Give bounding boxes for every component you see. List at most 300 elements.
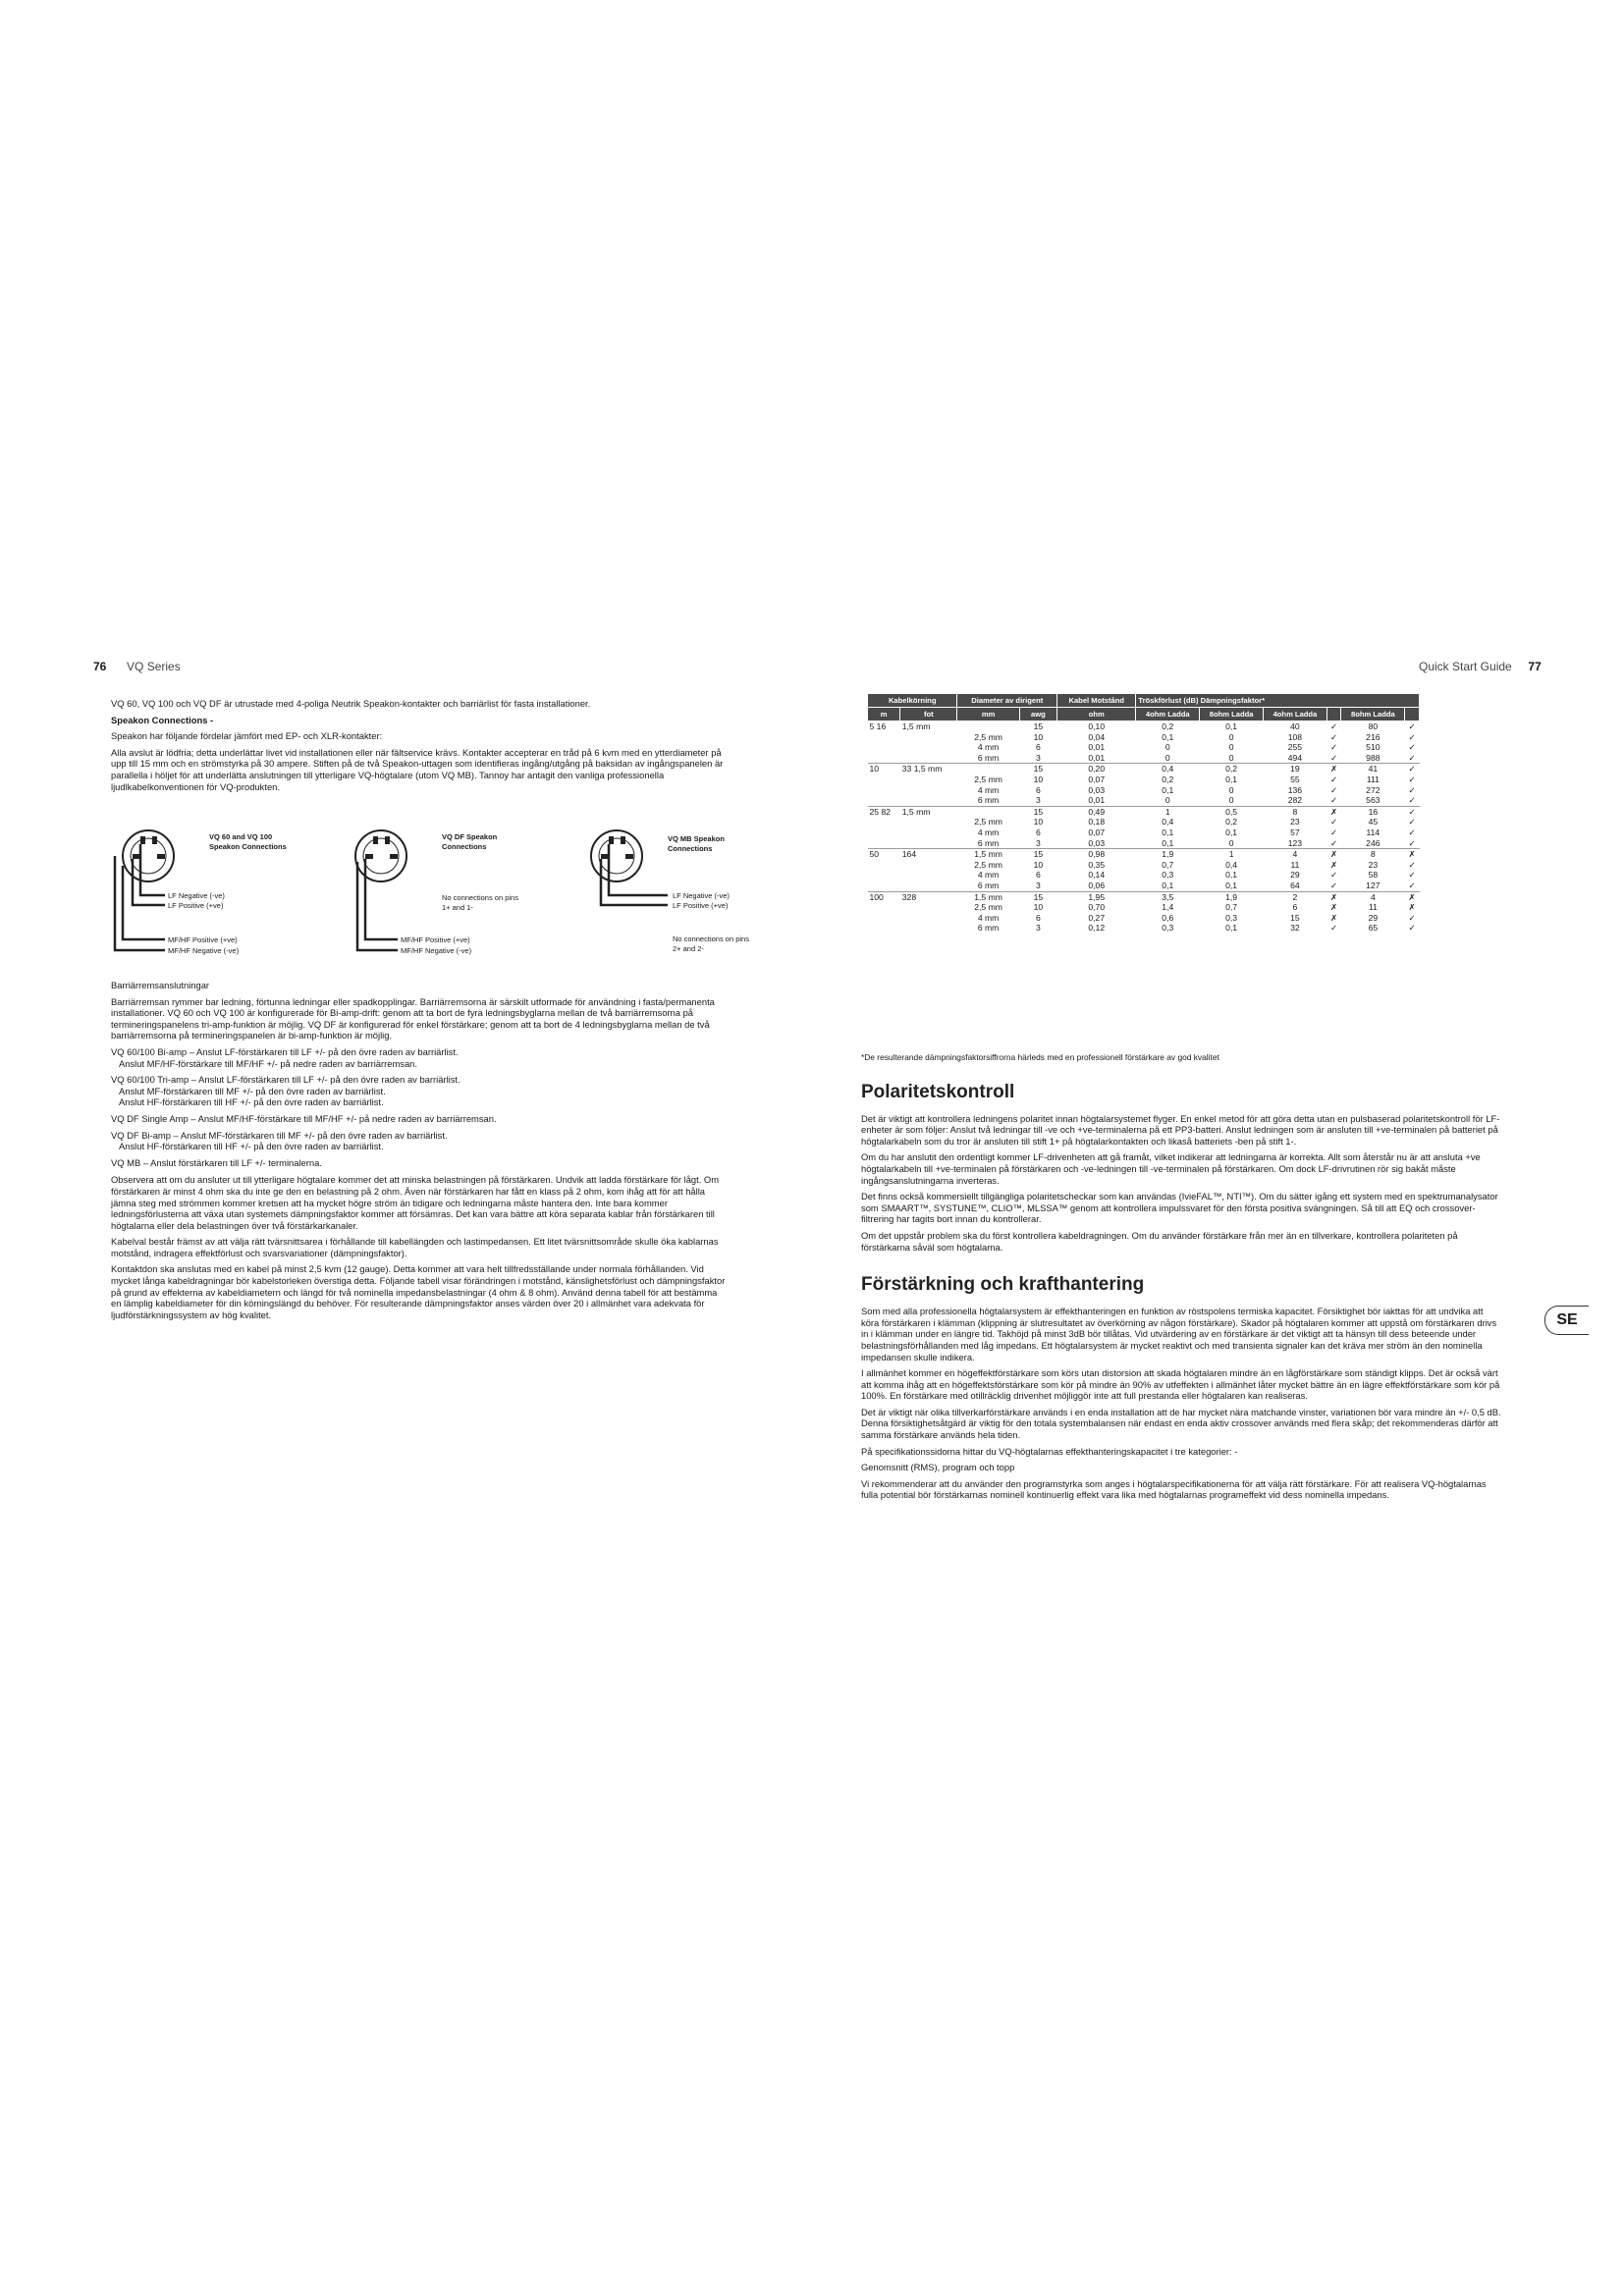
cell-fot — [900, 795, 957, 806]
cell-check-4ohm: ✓ — [1330, 752, 1338, 763]
amp-paragraph-5: Genomsnitt (RMS), program och topp — [861, 1462, 1015, 1473]
cell-ohm: 0,03 — [1088, 837, 1106, 848]
table-row — [868, 753, 1420, 764]
cell-df-4ohm: 15 — [1290, 912, 1300, 923]
diagram-3-title-1: VQ MB Speakon — [668, 834, 725, 843]
table-row — [868, 774, 1420, 785]
diagram-3-label-4: 2+ and 2- — [673, 944, 704, 953]
cell-df-4ohm: 32 — [1290, 923, 1300, 934]
table-row — [868, 860, 1420, 871]
cell-df-4ohm: 108 — [1287, 731, 1303, 742]
intro-paragraph: VQ 60, VQ 100 och VQ DF är utrustade med 4-poliga Neutrik Speakon-kontakter och barriärlist för fasta installationer. — [111, 698, 591, 709]
cell-check-8ohm: ✓ — [1408, 923, 1416, 934]
cell-df-4ohm: 2 — [1264, 891, 1327, 902]
cable-loss-table — [867, 693, 1420, 934]
table-row — [868, 721, 1420, 732]
cell-fot — [900, 913, 957, 924]
cell-m — [868, 881, 900, 891]
cell-loss-4ohm: 0,3 — [1162, 923, 1174, 934]
speakon-diagram-vq-df — [344, 827, 540, 960]
cell-loss-4ohm: 0,6 — [1162, 912, 1174, 923]
cell-mm: 6 mm — [977, 795, 1000, 806]
cell-df-8ohm: 16 — [1341, 806, 1405, 817]
right-column — [861, 1052, 1501, 1506]
cell-check-8ohm: ✓ — [1408, 742, 1416, 753]
cell-awg: 15 — [1019, 764, 1056, 774]
mode-line: VQ MB – Anslut förstärkaren till LF +/- terminalerna. — [111, 1156, 322, 1168]
cell-ohm: 0,10 — [1057, 721, 1136, 732]
amp-paragraph-2: I allmänhet kommer en högeffektförstärkare som körs utan distorsion att skada högtalaren mindre än en lågförstärkare som ständigt klipps. Det är också värt att komma ihåg att en högeffektsförstärkare som kör på mindre än 90% av utfeffekten i allmänhet låter mycket bättre än en lägre effektförstärkare som kör på 100%. En förstärkare med otillräcklig drivenhet möjliggör inte att full prestanda eller högtalaren kan realiseras. — [861, 1367, 1500, 1402]
cell-check-4ohm: ✓ — [1326, 721, 1341, 732]
cell-awg: 15 — [1019, 849, 1056, 860]
cell-ohm: 0,98 — [1057, 849, 1136, 860]
cell-awg: 10 — [1033, 859, 1044, 870]
cell-check-8ohm: ✓ — [1408, 870, 1416, 881]
cell-check-8ohm: ✓ — [1408, 912, 1416, 923]
table-row — [868, 838, 1420, 849]
table-group-10m — [868, 764, 1420, 806]
cell-check-4ohm: ✓ — [1330, 731, 1338, 742]
cell-mm: 2,5 mm — [974, 902, 1002, 913]
cell-df-8ohm: 988 — [1366, 752, 1380, 763]
speakon-diagram-vq60-vq100 — [111, 827, 307, 960]
cell-mm: 4 mm — [977, 912, 1000, 923]
cell-mm: 1,5 mm — [957, 849, 1019, 860]
cell-awg: 6 — [1036, 870, 1041, 881]
cell-check-4ohm: ✗ — [1330, 912, 1338, 923]
kabelval-paragraph: Kabelval består främst av att välja rätt tvärsnittsarea i förhållande till kabellängden och lastimpedansen. Ett litet tvärsnittsområde skulle öka kablarnas motstånd, indragera effektförlust och svarsvariationer (dämpningsfaktor). — [111, 1236, 719, 1258]
cell-ohm: 0,03 — [1088, 784, 1106, 795]
cell-loss-8ohm: 0,1 — [1225, 774, 1238, 784]
cell-fot — [900, 742, 957, 753]
cell-awg: 3 — [1036, 880, 1041, 890]
cell-check-4ohm: ✗ — [1326, 891, 1341, 902]
barrier-paragraph: Barriärremsan rymmer bar ledning, förtunna ledningar eller spadkopplingar. Barriärremsorna är särskilt utformade för användning i fasta/permanenta installationer. VQ 60 och VQ 100 är konfigurerade för Bi-amp-drift: genom att ta bort de fyra ledningsbyglarna mellan de två barriärremsorna på termineringspanelens tri-amp-funktion är möjlig. VQ DF är konfigurerad för enkel förstärkare; genom att ta bort de 4 ledningsbyglarna mellan de två barriärremsorna på termineringspanelen är bi-amp-funktion är möjlig. — [111, 995, 715, 1041]
cell-loss-4ohm: 0,2 — [1162, 774, 1174, 784]
cell-fot — [900, 838, 957, 849]
table-group-100m — [868, 891, 1420, 934]
th-awg: awg — [1019, 708, 1056, 721]
barrier-heading: Barriärremsanslutningar — [111, 980, 210, 990]
cell-df-8ohm: 80 — [1341, 721, 1405, 732]
cell-m — [868, 774, 900, 785]
diagram-2-title-2: Connections — [442, 842, 487, 851]
right-page-header — [1419, 660, 1542, 673]
cell-check-4ohm: ✓ — [1330, 870, 1338, 881]
cell-ohm: 0,20 — [1057, 764, 1136, 774]
cell-loss-8ohm: 0,1 — [1225, 923, 1238, 934]
cell-mm — [957, 721, 1019, 732]
right-guide-label: Quick Start Guide — [1419, 660, 1512, 673]
language-badge: SE — [1544, 1306, 1589, 1335]
diagram-3-label-2: LF Positive (+ve) — [673, 901, 729, 910]
cell-df-8ohm: 41 — [1341, 764, 1405, 774]
cell-df-8ohm: 563 — [1366, 795, 1380, 806]
cell-loss-8ohm: 0 — [1228, 784, 1234, 795]
cell-df-4ohm: 55 — [1290, 774, 1300, 784]
cell-df-4ohm: 136 — [1287, 784, 1303, 795]
cell-awg: 6 — [1036, 742, 1041, 753]
cell-check-8ohm: ✓ — [1408, 817, 1416, 828]
cell-df-8ohm: 111 — [1366, 774, 1380, 784]
cell-df-8ohm: 11 — [1368, 902, 1378, 913]
cell-check-8ohm: ✗ — [1405, 891, 1420, 902]
th-4ohm-a: 4ohm Ladda — [1136, 708, 1200, 721]
diagram-2-label-3: MF/HF Positive (+ve) — [401, 935, 470, 944]
cell-awg: 10 — [1033, 731, 1044, 742]
cell-ohm: 0,70 — [1088, 902, 1106, 913]
mode-line: Anslut MF-förstärkaren till MF +/- på den övre raden av barriärlist. — [119, 1085, 386, 1096]
cell-m: 25 82 — [868, 806, 900, 817]
cell-df-8ohm: 246 — [1366, 837, 1380, 848]
cell-check-8ohm: ✓ — [1408, 774, 1416, 784]
cell-ohm: 0,01 — [1088, 742, 1106, 753]
cell-check-4ohm: ✗ — [1326, 806, 1341, 817]
th-ohm: ohm — [1057, 708, 1136, 721]
observera-paragraph: Observera att om du ansluter ut till ytterligare högtalare kommer det att minska belastningen på förstärkaren. Undvik att ladda förstärkare för lågt. Om förstärkaren är minst 4 ohm ska du inte ge den en belastning på 2 ohm. Även när förstärkaren har fått en klass på 2 ohm, kom ihåg att för att hålla jämna steg med strömmen kommer kretsen att ha mycket högre ström än tidigare och ledningarna måste hantera den. Inte bara kommer ledningsförlusterna att växa utan systemets dämpningsfaktor kommer att försämras. Det kan vara bättre att köra separata kablar från förstärkaren till högtalarna eller dela belastningen över två förstärkarkanaler. — [111, 1174, 720, 1231]
th-8ohm-b: 8ohm Ladda — [1341, 708, 1405, 721]
cell-loss-4ohm: 0,1 — [1162, 731, 1174, 742]
cell-awg: 6 — [1036, 912, 1041, 923]
cell-df-4ohm: 4 — [1264, 849, 1327, 860]
polarity-paragraph-4: Om det uppstår problem ska du först kontrollera kabeldragningen. Om du använder förstärkare från mer än en tillverkare, kontrollera polariteten på förstärkarna såväl som högtalarna. — [861, 1229, 1458, 1253]
cell-loss-8ohm: 0,3 — [1225, 912, 1238, 923]
table-row — [868, 742, 1420, 753]
cell-df-4ohm: 255 — [1287, 742, 1303, 753]
diagram-2-title-1: VQ DF Speakon — [442, 832, 498, 841]
cell-loss-8ohm: 0 — [1228, 752, 1234, 763]
cell-df-4ohm: 494 — [1287, 752, 1303, 763]
cell-loss-4ohm: 0,1 — [1162, 827, 1174, 837]
cell-m — [868, 785, 900, 796]
left-page-number: 76 — [93, 660, 107, 673]
table-row — [868, 870, 1420, 881]
cell-m — [868, 838, 900, 849]
table-group-25m — [868, 806, 1420, 848]
cell-check-4ohm: ✓ — [1330, 795, 1338, 806]
cell-loss-8ohm: 0 — [1228, 837, 1234, 848]
cell-awg: 3 — [1036, 752, 1041, 763]
cell-loss-4ohm: 1,9 — [1136, 849, 1200, 860]
mode-line: Anslut HF-förstärkaren till HF +/- på den övre raden av barriärlist. — [119, 1096, 384, 1108]
diagram-3-label-3: No connections on pins — [673, 934, 749, 943]
cell-mm: 2,5 mm — [974, 731, 1002, 742]
th-m: m — [868, 708, 900, 721]
cell-fot — [900, 923, 957, 934]
cell-loss-4ohm: 0 — [1164, 795, 1170, 806]
cell-loss-4ohm: 0,4 — [1162, 817, 1174, 828]
cell-check-8ohm: ✓ — [1408, 795, 1416, 806]
amp-paragraph-4: På specifikationssidorna hittar du VQ-högtalarnas effekthanteringskapacitet i tre kategorier: - — [861, 1445, 1238, 1457]
diagram-2-label-1: No connections on pins — [442, 893, 518, 902]
cell-ohm: 0,35 — [1088, 859, 1106, 870]
cell-fot: 328 — [900, 891, 957, 902]
cell-awg: 3 — [1036, 795, 1041, 806]
cell-loss-8ohm: 0,1 — [1225, 880, 1238, 890]
cell-mm: 4 mm — [977, 827, 1000, 837]
th-mm: mm — [957, 708, 1019, 721]
amp-paragraph-3: Det är viktigt när olika tillverkarförstärkare används i en enda installation att de har mycket nära matchande vinster, variationen bör vara mindre än +/- 0,5 dB. Denna försiktighetsåtgärd är viktig för den totala systembalansen när endast en enda aktiv crossover används med flera skåp; det rekommenderas därför att samma förstärkare används hela tiden. — [861, 1406, 1501, 1441]
cell-df-4ohm: 123 — [1287, 837, 1303, 848]
amp-heading: Förstärkning och krafthantering — [861, 1274, 1145, 1296]
mode-line: VQ DF Single Amp – Anslut MF/HF-förstärkare till MF/HF +/- på nedre raden av barriärremsan. — [111, 1112, 497, 1124]
speakon-diagram-vq-mb — [579, 827, 776, 960]
mode-vq60-100-biamp — [111, 1046, 730, 1069]
table-row — [868, 902, 1420, 913]
th-4ohm-b: 4ohm Ladda — [1264, 708, 1327, 721]
cell-df-4ohm: 11 — [1290, 859, 1300, 870]
cell-df-4ohm: 64 — [1290, 880, 1300, 890]
cell-check-8ohm: ✓ — [1408, 827, 1416, 837]
th-truncated: Tröskförlust (dB) Dämpningsfaktor* — [1136, 694, 1420, 708]
cell-check-4ohm: ✗ — [1330, 859, 1338, 870]
cell-df-4ohm: 23 — [1290, 817, 1300, 828]
th-8ohm-a: 8ohm Ladda — [1200, 708, 1264, 721]
amp-paragraph-1: Som med alla professionella högtalarsystem är effekthanteringen en funktion av röstspolens termiska kapacitet. Försiktighet bör iakttas för att undvika att köra förstärkaren i klämman (klippning är slutresultatet av överkörning av någon förstärkare). Skador på högtalaren kommer att uppstå om förstärkaren drivs in i klämman under en längre tid. Takhöjd på minst 3dB bör tillåtas. Vid utvärdering av en förstärkare är det viktigt att ta hänsyn till dess beteende under belastningsförhållanden med låg impedans. Ett högtalarsystem är mycket reaktivt och med transienta signaler kan det kräva mer ström än den nominella impedansen skulle indikera. — [861, 1306, 1497, 1362]
cell-loss-8ohm: 0 — [1228, 731, 1234, 742]
cell-ohm: 0,27 — [1088, 912, 1106, 923]
cell-loss-8ohm: 0,2 — [1225, 817, 1238, 828]
cell-m — [868, 753, 900, 764]
table-row — [868, 785, 1420, 796]
mode-vq60-100-triamp — [111, 1074, 730, 1108]
table-row — [868, 795, 1420, 806]
cell-m: 50 — [868, 849, 900, 860]
cell-loss-4ohm: 0,3 — [1162, 870, 1174, 881]
table-row — [868, 923, 1420, 934]
cell-loss-8ohm: 0,1 — [1225, 827, 1238, 837]
cell-loss-4ohm: 0,1 — [1162, 784, 1174, 795]
cell-check-4ohm: ✓ — [1330, 784, 1338, 795]
cell-ohm: 0,04 — [1088, 731, 1106, 742]
cell-fot — [900, 753, 957, 764]
cell-m: 5 16 — [868, 721, 900, 732]
cell-df-8ohm: 127 — [1366, 880, 1380, 890]
cell-mm — [957, 764, 1019, 774]
table-group-5m — [868, 721, 1420, 764]
cell-check-4ohm: ✗ — [1330, 902, 1338, 913]
cell-fot — [900, 774, 957, 785]
cell-loss-4ohm: 1 — [1136, 806, 1200, 817]
cell-awg: 10 — [1033, 774, 1044, 784]
cell-mm: 2,5 mm — [974, 859, 1002, 870]
cell-m — [868, 828, 900, 838]
right-page-number: 77 — [1528, 660, 1542, 673]
cell-fot — [900, 870, 957, 881]
cell-mm: 6 mm — [977, 752, 1000, 763]
polarity-paragraph-1: Det är viktigt att kontrollera ledningens polaritet innan högtalarsystemet flyger. En enkel metod för att göra detta utan en pulsbaserad polaritetskontroll för LF-enheter är som följer: Anslut två ledningar till -ve och +ve-terminalerna på ett PP3-batteri. Anslut ledningen som är ansluten till +ve-terminalen på batteriet på högtalarkabeln som du tror är ansluten till stift 1+ på högtalarkontakten och likaså batteriets -ben på stift 1-. — [861, 1112, 1500, 1147]
cell-ohm: 0,49 — [1057, 806, 1136, 817]
table-row — [868, 881, 1420, 891]
diagram-1-label-4: MF/HF Negative (-ve) — [168, 946, 240, 955]
diagram-1-label-2: LF Positive (+ve) — [168, 901, 224, 910]
cell-df-4ohm: 40 — [1264, 721, 1327, 732]
cell-check-8ohm: ✓ — [1405, 764, 1420, 774]
cell-fot — [900, 881, 957, 891]
cell-fot — [900, 785, 957, 796]
polarity-paragraph-3: Det finns också kommersiellt tillgängliga polaritetscheckar som kan användas (IvieFAL™, NTI™). Om du sätter igång ett system med en spektrumanalysator som SMAART™, SYSTUNE™, CLIO™, MLSSA™ genom att kontrollera impulssvaret för den första positiva svängningen. Så till att EQ och crossover-filtrering har tagits bort innan du kontrollerar. — [861, 1191, 1498, 1225]
diagram-1-title-1: VQ 60 and VQ 100 — [209, 832, 273, 841]
cell-df-4ohm: 19 — [1264, 764, 1327, 774]
cell-df-8ohm: 114 — [1366, 827, 1380, 837]
mode-line: Anslut HF-förstärkaren till HF +/- på den övre raden av barriärlist. — [119, 1141, 384, 1152]
cell-m — [868, 742, 900, 753]
cell-df-8ohm: 58 — [1368, 870, 1379, 881]
cell-mm: 6 mm — [977, 923, 1000, 934]
cell-check-8ohm: ✓ — [1408, 859, 1416, 870]
cell-mm — [957, 806, 1019, 817]
cell-ohm: 0,07 — [1088, 774, 1106, 784]
mode-line: VQ DF Bi-amp – Anslut MF-förstärkaren till MF +/- på den övre raden av barriärlist. — [111, 1129, 448, 1141]
th-blank — [1405, 708, 1420, 721]
mode-vq-df-biamp — [111, 1130, 730, 1152]
cell-loss-4ohm: 0,1 — [1162, 880, 1174, 890]
cell-m — [868, 860, 900, 871]
cell-loss-8ohm: 0,4 — [1225, 859, 1238, 870]
speakon-paragraph-1: Speakon har följande fördelar jämfört med EP- och XLR-kontakter: — [111, 730, 383, 742]
left-series-label: VQ Series — [127, 660, 181, 673]
table-row — [868, 732, 1420, 743]
cell-m — [868, 902, 900, 913]
cell-loss-4ohm: 0,2 — [1136, 721, 1200, 732]
cell-awg: 3 — [1036, 923, 1041, 934]
cell-loss-4ohm: 1,4 — [1162, 902, 1174, 913]
cell-loss-8ohm: 0,1 — [1200, 721, 1264, 732]
cell-mm: 6 mm — [977, 880, 1000, 890]
cell-fot: 1,5 mm — [900, 806, 957, 817]
cell-ohm: 0,06 — [1088, 880, 1106, 890]
left-column-bottom — [111, 980, 730, 1325]
cell-check-8ohm: ✓ — [1408, 731, 1416, 742]
cell-loss-8ohm: 0,2 — [1200, 764, 1264, 774]
table-footnote: *De resulterande dämpningsfaktorsiffrorna härleds med en professionell förstärkare av god kvalitet — [861, 1052, 1219, 1062]
table-row — [868, 817, 1420, 828]
cell-fot — [900, 902, 957, 913]
cell-df-8ohm: 29 — [1368, 912, 1379, 923]
table-row — [868, 764, 1420, 774]
polarity-heading: Polaritetskontroll — [861, 1081, 1015, 1102]
cell-check-8ohm: ✓ — [1408, 837, 1416, 848]
cell-m: 100 — [868, 891, 900, 902]
cell-awg: 6 — [1036, 827, 1041, 837]
cell-df-8ohm: 8 — [1341, 849, 1405, 860]
cell-ohm: 1,95 — [1057, 891, 1136, 902]
cell-awg: 3 — [1036, 837, 1041, 848]
th-fot: fot — [900, 708, 957, 721]
cell-check-4ohm: ✓ — [1330, 827, 1338, 837]
cell-awg: 15 — [1019, 721, 1056, 732]
diagram-2-label-4: MF/HF Negative (-ve) — [401, 946, 472, 955]
cell-check-4ohm: ✓ — [1330, 774, 1338, 784]
cell-df-4ohm: 57 — [1290, 827, 1300, 837]
cell-awg: 10 — [1033, 902, 1044, 913]
cell-check-8ohm: ✓ — [1405, 806, 1420, 817]
cell-loss-8ohm: 1,9 — [1200, 891, 1264, 902]
cell-m — [868, 817, 900, 828]
cell-awg: 15 — [1019, 891, 1056, 902]
cell-m — [868, 795, 900, 806]
table-row — [868, 806, 1420, 817]
cell-mm: 2,5 mm — [974, 817, 1002, 828]
cell-check-8ohm: ✓ — [1408, 784, 1416, 795]
mode-line: Anslut MF/HF-förstärkare till MF/HF +/- på nedre raden av barriärremsan. — [119, 1057, 417, 1069]
cell-df-4ohm: 29 — [1290, 870, 1300, 881]
table-row — [868, 891, 1420, 902]
cell-loss-8ohm: 0,5 — [1200, 806, 1264, 817]
cell-m — [868, 913, 900, 924]
diagram-3-title-2: Connections — [668, 844, 713, 853]
cell-mm: 4 mm — [977, 870, 1000, 881]
cell-check-4ohm: ✓ — [1330, 817, 1338, 828]
cell-ohm: 0,12 — [1088, 923, 1106, 934]
left-column-top — [111, 698, 730, 797]
cell-check-8ohm: ✓ — [1408, 880, 1416, 890]
cell-m — [868, 732, 900, 743]
mode-line: VQ 60/100 Tri-amp – Anslut LF-förstärkaren till LF +/- på den övre raden av barriärlist. — [111, 1074, 460, 1086]
th-kabelkorning: Kabelkörning — [868, 694, 957, 708]
cell-df-8ohm: 65 — [1368, 923, 1379, 934]
diagram-2-label-2: 1+ and 1- — [442, 903, 473, 912]
cell-check-4ohm: ✓ — [1330, 837, 1338, 848]
kontaktdon-paragraph: Kontaktdon ska anslutas med en kabel på minst 2,5 kvm (12 gauge). Detta kommer att vara helt tillfredsställande under normala förhållanden. Vid mycket långa kabeldragningar bör kabelstorleken överstiga detta. Följande tabell visar förändringen i motstånd, känslighetsförlust och dämpningsfaktor på grund av effekterna av kabeldiametern och längd för två nominella impedansbelastningar (4 ohm & 8 ohm). Använd denna tabell för att bestämma en lämplig kabeldiameter för din körningslängd du behöver. För resulterande dämpningsfaktor anses värden över 20 i allmänhet vara adekvata för ljudförstärkningssystem av hög kvalitet. — [111, 1263, 726, 1320]
cell-m — [868, 870, 900, 881]
table-row — [868, 849, 1420, 860]
speakon-heading: Speakon Connections - — [111, 714, 214, 725]
cell-awg: 15 — [1019, 806, 1056, 817]
mode-vq-df-single-amp — [111, 1113, 730, 1125]
cell-check-4ohm: ✓ — [1330, 880, 1338, 890]
cell-df-4ohm: 8 — [1264, 806, 1327, 817]
diagram-1-title-2: Speakon Connections — [209, 842, 287, 851]
cell-mm: 4 mm — [977, 742, 1000, 753]
amp-paragraph-6: Vi rekommenderar att du använder den programstyrka som anges i högtalarspecifikationerna för att välja rätt förstärkare. För att realisera VQ-högtalarnas fulla potential bör förstärkarnas nominell kontinuerlig effekt vara lika med högtalarnas programeffekt vid dess nominella impedans. — [861, 1477, 1487, 1501]
cell-loss-8ohm: 1 — [1200, 849, 1264, 860]
cell-loss-4ohm: 0 — [1164, 752, 1170, 763]
cell-fot: 1,5 mm — [900, 721, 957, 732]
cell-mm: 1,5 mm — [957, 891, 1019, 902]
cell-df-8ohm: 4 — [1341, 891, 1405, 902]
cell-check-4ohm: ✗ — [1326, 764, 1341, 774]
cell-loss-8ohm: 0 — [1228, 795, 1234, 806]
cell-check-8ohm: ✓ — [1405, 721, 1420, 732]
cell-m — [868, 923, 900, 934]
mode-line: VQ 60/100 Bi-amp – Anslut LF-förstärkaren till LF +/- på den övre raden av barriärlist. — [111, 1045, 459, 1057]
cell-loss-4ohm: 0 — [1164, 742, 1170, 753]
cell-check-4ohm: ✗ — [1326, 849, 1341, 860]
cell-loss-4ohm: 0,4 — [1136, 764, 1200, 774]
cell-loss-4ohm: 0,7 — [1162, 859, 1174, 870]
cell-df-8ohm: 216 — [1366, 731, 1380, 742]
cell-check-4ohm: ✓ — [1330, 923, 1338, 934]
cell-df-8ohm: 272 — [1366, 784, 1380, 795]
cell-df-8ohm: 23 — [1368, 859, 1379, 870]
cell-mm: 6 mm — [977, 837, 1000, 848]
cell-mm: 2,5 mm — [974, 774, 1002, 784]
cell-loss-4ohm: 0,1 — [1162, 837, 1174, 848]
cell-fot — [900, 860, 957, 871]
diagram-3-label-1: LF Negative (-ve) — [673, 891, 730, 900]
table-row — [868, 913, 1420, 924]
cell-check-8ohm: ✗ — [1405, 849, 1420, 860]
cell-awg: 10 — [1033, 817, 1044, 828]
cell-fot: 33 1,5 mm — [900, 764, 957, 774]
speakon-paragraph-2: Alla avslut är lödfria; detta underlättar livet vid installationen eller när fältservice krävs. Kontakter accepterar en tråd på 6 kvm med en ytterdiameter på upp till 15 mm och en strömstyrka på 30 ampere. Stiften på de två Speakon-uttagen som identifieras ingång/utgång på baksidan av ingångspanelen är parallella i höljet för att underlätta anslutningen till ytterligare VQ-högtalare (utom VQ MB). Tannoy har antagit den vanliga professionella ljudlkabelkonventionen för VQ-produkten. — [111, 746, 724, 792]
cell-df-8ohm: 45 — [1368, 817, 1379, 828]
cell-df-8ohm: 510 — [1366, 742, 1380, 753]
th-blank — [1326, 708, 1341, 721]
diagram-1-label-3: MF/HF Positive (+ve) — [168, 935, 238, 944]
cell-ohm: 0,14 — [1088, 870, 1106, 881]
